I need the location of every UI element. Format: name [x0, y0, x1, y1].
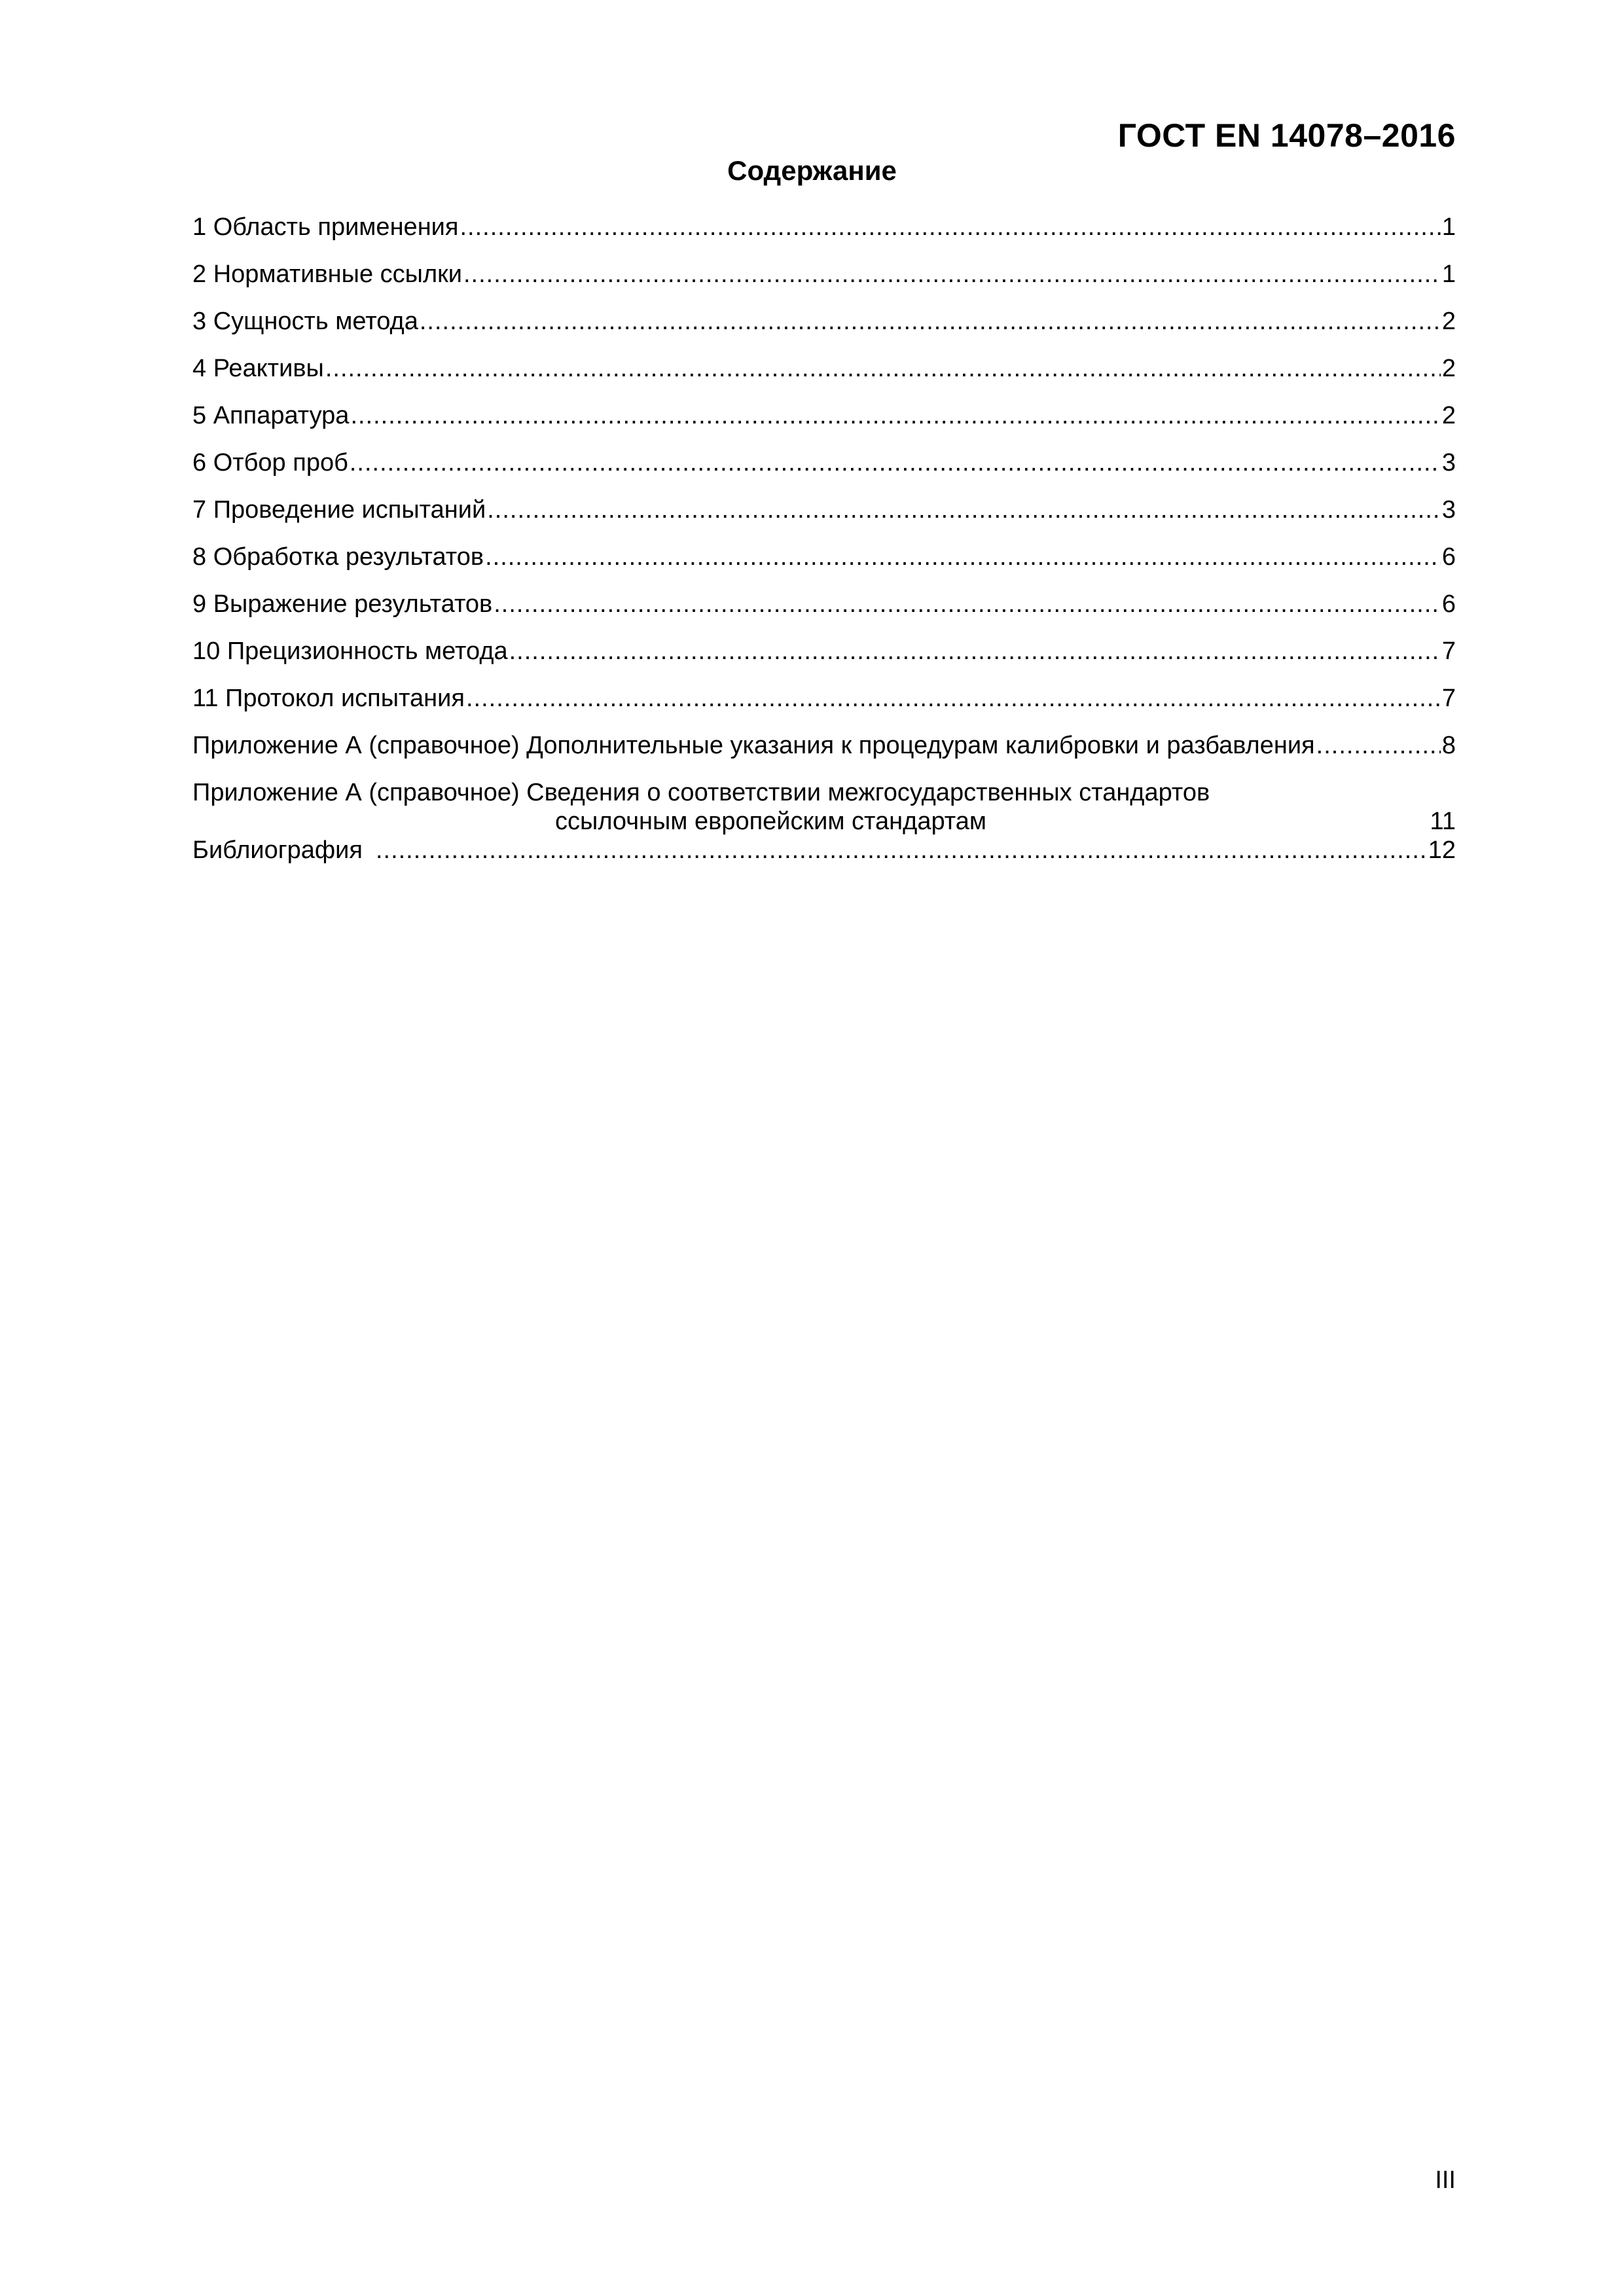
- toc-entry-bibliography[interactable]: [192, 836, 1456, 875]
- toc-entry-label: Библиография: [192, 836, 363, 864]
- toc-entry-label: 6 Отбор проб: [192, 449, 348, 476]
- document-code: ГОСТ EN 14078–2016: [1117, 117, 1456, 154]
- toc-entry[interactable]: [192, 684, 1456, 731]
- toc-entry-page: 7: [1441, 637, 1456, 665]
- toc-entry-page: 12: [1428, 836, 1456, 864]
- toc-leader-dots: [460, 213, 1440, 242]
- toc-leader-dots: [509, 637, 1441, 666]
- toc-entry[interactable]: [192, 307, 1456, 354]
- toc-leader-dots: [376, 836, 1427, 865]
- toc-leader-dots: [494, 590, 1441, 619]
- toc-entry[interactable]: [192, 260, 1456, 307]
- toc-entry-label: 2 Нормативные ссылки: [192, 260, 462, 288]
- toc-leader-dots: [487, 495, 1441, 524]
- toc-leader-dots: [485, 543, 1441, 571]
- toc-entry-annex-correspondence[interactable]: [192, 778, 1456, 836]
- toc-entry-page: 7: [1441, 685, 1456, 712]
- toc-entry-label: 9 Выражение результатов: [192, 590, 493, 618]
- toc-entry-label: 10 Прецизионность метода: [192, 637, 508, 665]
- toc-entry-page: 3: [1441, 496, 1456, 524]
- toc-leader-dots: [420, 307, 1441, 336]
- toc-entry-page: 6: [1441, 543, 1456, 571]
- toc-leader-dots: [325, 354, 1441, 383]
- toc-entry[interactable]: [192, 590, 1456, 637]
- toc-entry[interactable]: [192, 448, 1456, 495]
- toc-entry-page: 3: [1441, 449, 1456, 476]
- toc-entry[interactable]: [192, 354, 1456, 401]
- toc-leader-dots: [1316, 731, 1441, 760]
- toc-entry-label: 8 Обработка результатов: [192, 543, 484, 571]
- toc-leader-dots: [463, 260, 1441, 289]
- toc-leader-dots: [350, 448, 1441, 477]
- toc-entry[interactable]: [192, 401, 1456, 448]
- toc-entry-label-line1: Приложение А (справочное) Сведения о соответствии межгосударственных стандартов: [192, 779, 1210, 806]
- toc-entry-page: 1: [1441, 260, 1456, 288]
- toc-entry-annex[interactable]: [192, 731, 1456, 778]
- toc-entry-label: 1 Область применения: [192, 213, 459, 241]
- toc-entry[interactable]: [192, 637, 1456, 684]
- toc-entry-page: 8: [1441, 732, 1456, 759]
- toc-entry[interactable]: [192, 543, 1456, 590]
- toc-entry-page: 2: [1441, 308, 1456, 335]
- toc-entry-label: Приложение А (справочное) Дополнительные указания к процедурам калибровки и разбавления: [192, 732, 1315, 759]
- toc-entry-label-line2: ссылочным европейским стандартам: [555, 808, 986, 835]
- toc-entry-page: 1: [1441, 213, 1456, 241]
- toc-entry-page: 2: [1441, 402, 1456, 429]
- toc-entry-page: 11: [1430, 808, 1456, 835]
- table-of-contents: [192, 213, 1456, 875]
- toc-leader-dots: [350, 401, 1440, 430]
- toc-entry-label: 11 Протокол испытания: [192, 685, 465, 712]
- page-number: III: [1435, 2166, 1456, 2194]
- toc-entry-label: 7 Проведение испытаний: [192, 496, 486, 524]
- toc-entry-line2: [192, 807, 1456, 836]
- toc-entry-label: 5 Аппаратура: [192, 402, 350, 429]
- toc-entry-page: 6: [1441, 590, 1456, 618]
- toc-entry-label: 3 Сущность метода: [192, 308, 418, 335]
- toc-entry-label: 4 Реактивы: [192, 355, 324, 382]
- toc-entry[interactable]: [192, 213, 1456, 260]
- toc-title: Содержание: [727, 155, 897, 186]
- toc-leader-dots: [466, 684, 1441, 713]
- toc-entry-page: 2: [1441, 355, 1456, 382]
- toc-entry[interactable]: [192, 495, 1456, 543]
